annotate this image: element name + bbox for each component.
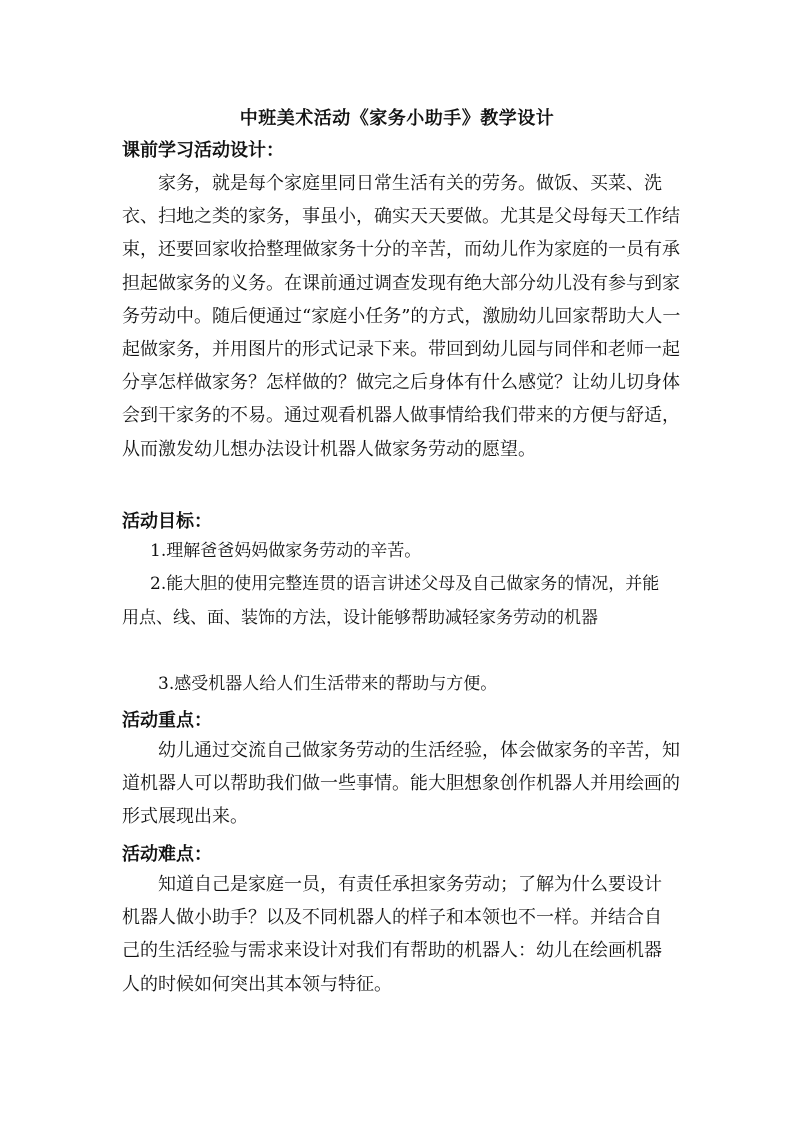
goal-item-3: 3.感受机器人给人们生活带来的帮助与方便。 bbox=[158, 674, 498, 694]
difficulties-heading: 活动难点： bbox=[122, 844, 212, 865]
difficulties-paragraph: 知道自己是家庭一员，有责任承担家务劳动；了解为什么要设计机器人做小助手？以及不同机器人的样子和本领也不一样。并结合自己的生活经验与需求来设计对我们有帮助的机器人：幼儿在绘画机器人的时候如何突出其本领与特征。 bbox=[122, 874, 662, 995]
pre-class-heading: 课前学习活动设计： bbox=[122, 140, 284, 161]
key-points-paragraph: 幼儿通过交流自己做家务劳动的生活经验，体会做家务的辛苦，知道机器人可以帮助我们做一些事情。能大胆想象创作机器人并用绘画的形式展现出来。 bbox=[122, 740, 680, 828]
document-title: 中班美术活动《家务小助手》教学设计 bbox=[239, 108, 555, 129]
goal-item-2: 2.能大胆的使用完整连贯的语言讲述父母及自己做家务的情况，并能用点、线、面、装饰的方法，设计能够帮助减轻家务劳动的机器 bbox=[122, 574, 660, 628]
pre-class-paragraph: 家务，就是每个家庭里同日常生活有关的劳务。做饭、买菜、洗衣、扫地之类的家务，事虽小，确实天天要做。尤其是父母每天工作结束，还要回家收拾整理做家务十分的辛苦，而幼儿作为家庭的一员有承担起做家务的义务。在课前通过调查发现有绝大部分幼儿没有参与到家务劳动中。随后便通过“家庭小任务”的方式，激励幼儿回家帮助大人一起做家务，并用图片的形式记录下来。带回到幼儿园与同伴和老师一起分享怎样做家务？怎样做的？做完之后身体有什么感觉？让幼儿切身体会到干家务的不易。通过观看机器人做事情给我们带来的方便与舒适，从而激发幼儿想办法设计机器人做家务劳动的愿望。 bbox=[122, 173, 681, 460]
key-points-heading: 活动重点： bbox=[122, 710, 212, 731]
goals-heading: 活动目标： bbox=[122, 511, 212, 532]
goal-item-1: 1.理解爸爸妈妈做家务劳动的辛苦。 bbox=[150, 541, 422, 561]
